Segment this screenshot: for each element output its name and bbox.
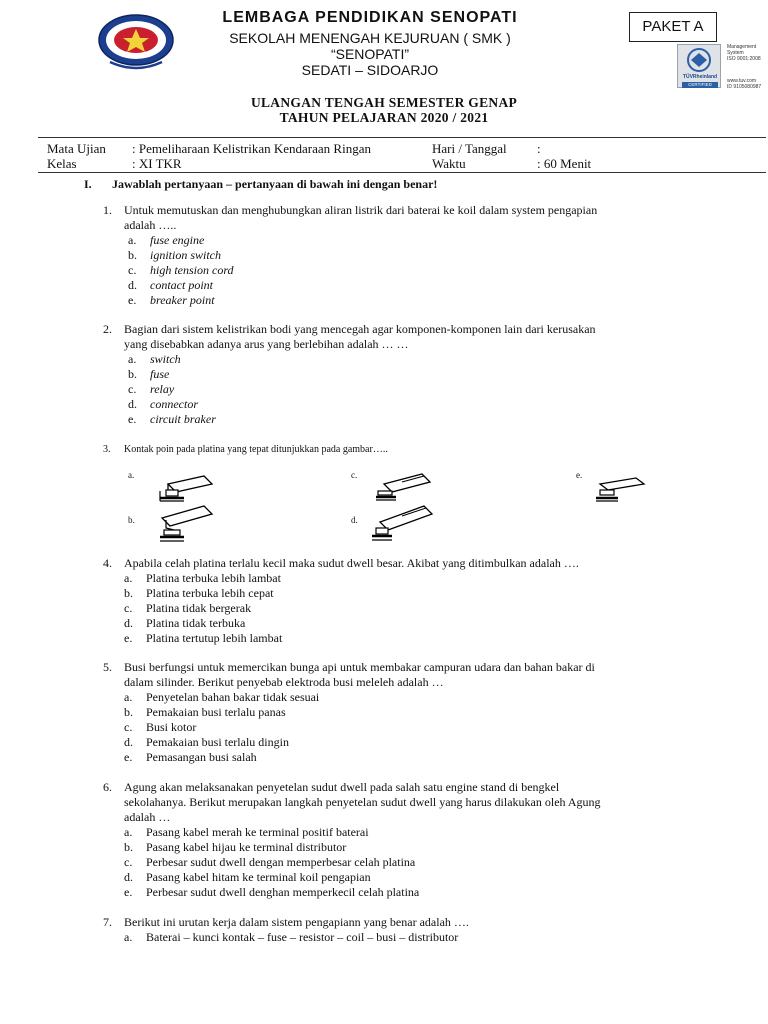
- question-text: adalah …..: [124, 218, 177, 232]
- option-text: Platina terbuka lebih lambat: [146, 571, 281, 585]
- cert-line: System: [727, 50, 744, 56]
- option-letter: c.: [124, 601, 133, 615]
- option-text: breaker point: [150, 293, 215, 307]
- option-text: relay: [150, 382, 175, 396]
- option-letter: d.: [124, 735, 133, 749]
- option-text: circuit braker: [150, 412, 216, 426]
- option-text: Platina tidak terbuka: [146, 616, 246, 630]
- question-number: 2.: [103, 322, 112, 336]
- option-letter: b.: [128, 367, 137, 381]
- option-text: Perbesar sudut dwell dengan memperbesar celah platina: [146, 855, 416, 869]
- option-text: high tension cord: [150, 263, 234, 277]
- exam-year: TAHUN PELAJARAN 2020 / 2021: [279, 110, 489, 125]
- option-letter: a.: [124, 690, 133, 704]
- option-letter: d.: [124, 616, 133, 630]
- class-value: : XI TKR: [132, 156, 182, 171]
- option-letter: a.: [124, 571, 133, 585]
- contact-point-c-image: [372, 468, 440, 504]
- tuv-logo-icon: [677, 44, 721, 88]
- option-letter: a.: [128, 233, 137, 247]
- option-text: Pemakaian busi terlalu dingin: [146, 735, 289, 749]
- school-type: SEKOLAH MENENGAH KEJURUAN ( SMK ): [229, 30, 511, 46]
- time-label: Waktu: [432, 156, 466, 171]
- date-label: Hari / Tanggal: [432, 141, 507, 156]
- question-text: sekolahanya. Berikut merupakan langkah penyetelan sudut dwell yang harus dilakukan oleh Agung: [124, 795, 601, 809]
- question-text: Apabila celah platina terlalu kecil maka sudut dwell besar. Akibat yang ditimbulkan adalah ….: [124, 556, 579, 570]
- option-text: Platina terbuka lebih cepat: [146, 586, 274, 600]
- cert-line: ISO 9001:2008: [727, 56, 761, 62]
- question-text: adalah …: [124, 810, 171, 824]
- option-letter: e.: [124, 631, 133, 645]
- school-location: SEDATI – SIDOARJO: [301, 62, 439, 78]
- option-letter: c.: [351, 470, 358, 480]
- option-letter: d.: [124, 870, 133, 884]
- certification-badge: [677, 44, 765, 94]
- subject-label: Mata Ujian: [47, 141, 106, 156]
- cert-brand: TÜVRheinland: [682, 74, 718, 80]
- option-text: Pasang kabel hijau ke terminal distributor: [146, 840, 347, 854]
- exam-title: ULANGAN TENGAH SEMESTER GENAP: [250, 95, 518, 110]
- contact-point-e-image: [592, 474, 652, 506]
- option-letter: b.: [128, 515, 135, 525]
- question-number: 4.: [103, 556, 112, 570]
- option-letter: c.: [128, 263, 137, 277]
- option-text: switch: [150, 352, 181, 366]
- time-value: : 60 Menit: [537, 156, 592, 171]
- cert-badge-label: CERTIFIED: [682, 82, 718, 88]
- question-text: Kontak poin pada platina yang tepat ditunjukkan pada gambar…..: [124, 444, 388, 455]
- question-text: Busi berfungsi untuk memercikan bunga api untuk membakar campuran udara dan bahan bakar di: [124, 660, 595, 674]
- school-name: “SENOPATI”: [330, 46, 410, 62]
- option-letter: c.: [128, 382, 137, 396]
- option-letter: b.: [124, 586, 133, 600]
- option-text: Busi kotor: [146, 720, 197, 734]
- option-text: ignition switch: [150, 248, 222, 262]
- question-text: Untuk memutuskan dan menghubungkan aliran listrik dari baterai ke koil dalam system pengapian: [124, 203, 598, 217]
- option-text: Baterai – kunci kontak – fuse – resistor – coil – busi – distributor: [146, 930, 459, 944]
- option-letter: b.: [124, 840, 133, 854]
- option-text: fuse engine: [150, 233, 205, 247]
- contact-point-d-image: [368, 502, 440, 548]
- option-text: Pasang kabel hitam ke terminal koil pengapian: [146, 870, 371, 884]
- option-letter: a.: [124, 930, 133, 944]
- question-text: dalam silinder. Berikut penyebab elektroda busi meleleh adalah …: [124, 675, 444, 689]
- cert-line: www.tuv.com: [727, 78, 757, 84]
- exam-info-table: [38, 137, 766, 173]
- option-letter: e.: [576, 470, 583, 480]
- question-text: Agung akan melaksanakan penyetelan sudut dwell pada salah satu engine stand di bengkel: [124, 780, 560, 794]
- option-text: contact point: [150, 278, 213, 292]
- option-text: Penyetelan bahan bakar tidak sesuai: [146, 690, 320, 704]
- option-text: Platina tidak bergerak: [146, 601, 252, 615]
- option-letter: e.: [128, 293, 137, 307]
- question-number: 7.: [103, 915, 112, 929]
- contact-point-a-image: [152, 470, 220, 506]
- option-text: Platina tertutup lebih lambat: [146, 631, 283, 645]
- option-letter: d.: [351, 515, 358, 525]
- option-letter: b.: [128, 248, 137, 262]
- question-number: 6.: [103, 780, 112, 794]
- option-letter: a.: [128, 352, 137, 366]
- option-text: fuse: [150, 367, 170, 381]
- option-letter: a.: [124, 825, 133, 839]
- option-text: Perbesar sudut dwell denghan memperkecil celah platina: [146, 885, 420, 899]
- question-text: Berikut ini urutan kerja dalam sistem pengapiann yang benar adalah ….: [124, 915, 469, 929]
- option-letter: d.: [128, 397, 137, 411]
- date-value: :: [537, 141, 541, 156]
- subject-value: : Pemeliharaan Kelistrikan Kendaraan Ringan: [132, 141, 371, 156]
- option-text: connector: [150, 397, 198, 411]
- option-letter: a.: [128, 470, 135, 480]
- option-text: Pasang kabel merah ke terminal positif baterai: [146, 825, 369, 839]
- cert-line: Management: [727, 44, 757, 50]
- question-number: 3.: [103, 444, 111, 455]
- paket-box: PAKET A: [629, 12, 717, 42]
- question-number: 5.: [103, 660, 112, 674]
- question-number: 1.: [103, 203, 112, 217]
- option-letter: c.: [124, 855, 133, 869]
- option-letter: e.: [128, 412, 137, 426]
- section-instruction: Jawablah pertanyaan – pertanyaan di bawah ini dengan benar!: [112, 177, 438, 191]
- option-letter: e.: [124, 885, 133, 899]
- section-number: I.: [84, 177, 92, 191]
- option-letter: e.: [124, 750, 133, 764]
- option-letter: c.: [124, 720, 133, 734]
- institution-name: LEMBAGA PENDIDIKAN SENOPATI: [222, 9, 518, 26]
- option-letter: d.: [128, 278, 137, 292]
- option-text: Pemakaian busi terlalu panas: [146, 705, 286, 719]
- option-text: Pemasangan busi salah: [146, 750, 257, 764]
- question-text: yang disebabkan adanya arus yang berlebihan adalah … …: [124, 337, 409, 351]
- contact-point-b-image: [152, 502, 220, 548]
- class-label: Kelas: [47, 156, 77, 171]
- question-text: Bagian dari sistem kelistrikan bodi yang mencegah agar komponen-komponen lain dari kerusakan: [124, 322, 596, 336]
- option-letter: b.: [124, 705, 133, 719]
- cert-line: ID 9105080987: [727, 84, 762, 90]
